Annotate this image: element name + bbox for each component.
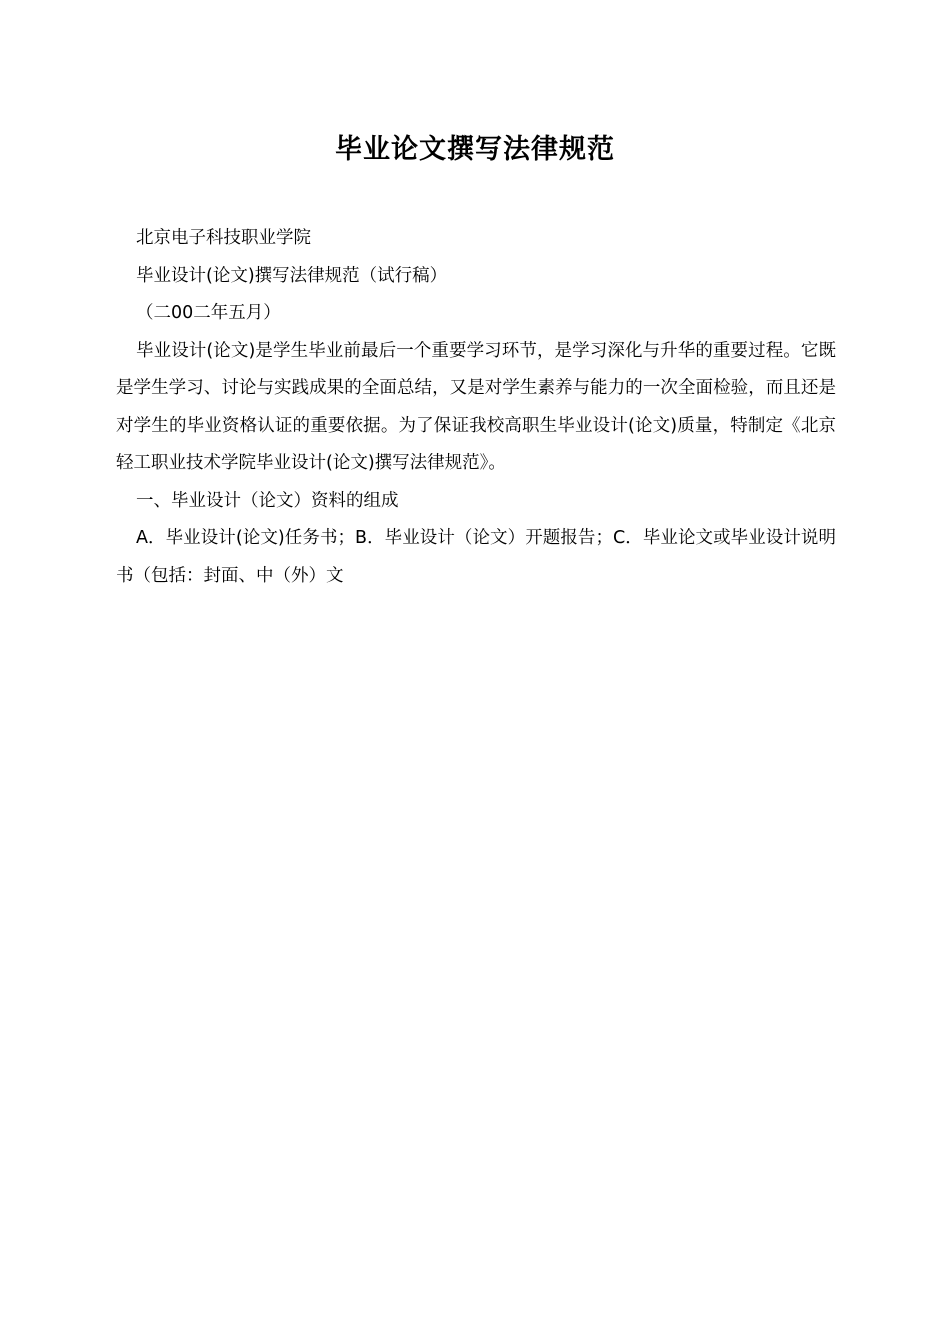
institution-name: 北京电子科技职业学院 bbox=[136, 228, 311, 248]
regulation-name: 毕业设计(论文)撰写法律规范（试行稿） bbox=[136, 265, 448, 286]
issue-date: （二00二年五月） bbox=[136, 303, 281, 323]
document-title: 毕业论文撰写法律规范 bbox=[335, 134, 615, 165]
intro-paragraph: 毕业设计(论文)是学生毕业前最后一个重要学习环节，是学习深化与升华的重要过程。它既是学生学习、讨论与实践成果的全面总结，又是对学生素养与能力的一次全面检验，而且还是对学生的毕业资格认证的重要依据。为了保证我校高职生毕业设计(论文)质量，特制定《北京轻工职业技术学院毕业设计(论文)撰写法律规范》。 bbox=[116, 340, 836, 473]
components-paragraph: A．毕业设计(论文)任务书；B．毕业设计（论文）开题报告；C．毕业论文或毕业设计说明书（包括：封面、中（外）文 bbox=[116, 528, 836, 586]
document-body bbox=[116, 220, 836, 595]
section-heading: 一、毕业设计（论文）资料的组成 bbox=[136, 490, 399, 511]
